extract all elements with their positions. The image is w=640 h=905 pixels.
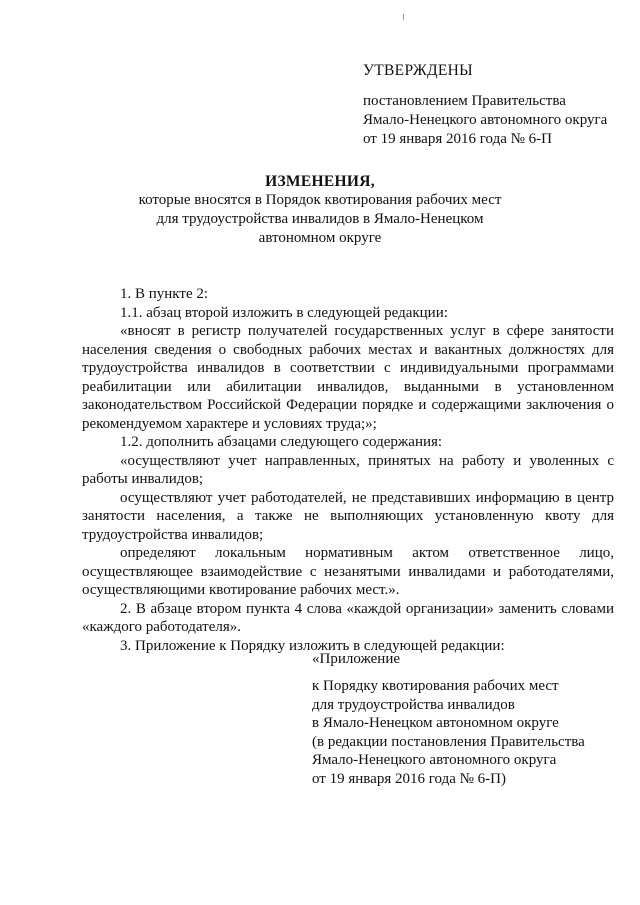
title-heading: ИЗМЕНЕНИЯ, — [265, 173, 375, 190]
quoted-paragraph-continuation: осуществляющее взаимодействие с незанятыми инвалидами и работодателями, осуществляющими квотирование рабочих мест.». — [82, 563, 614, 598]
title-line: которые вносятся в Порядок квотирования рабочих мест — [138, 192, 502, 208]
approval-decree — [363, 92, 607, 149]
appendix-line: от 19 января 2016 года № 6-П) — [312, 770, 506, 787]
document-body — [82, 285, 614, 655]
appendix-line: для трудоустройства инвалидов — [312, 696, 515, 713]
appendix-heading: «Приложение — [312, 651, 401, 667]
quoted-paragraph-first-line: определяют локальным нормативным актом ответственное лицо, — [120, 545, 614, 561]
decree-line: постановлением Правительства — [363, 93, 566, 109]
appendix-line: в Ямало-Ненецком автономном округе — [312, 715, 559, 731]
decree-line: Ямало-Ненецкого автономного округа — [363, 112, 608, 128]
paragraph-1-2: 1.2. дополнить абзацами следующего содержания: — [120, 434, 443, 450]
paragraph-1: 1. В пункте 2: — [120, 286, 209, 302]
appendix-line: (в редакции постановления Правительства — [312, 733, 585, 750]
title-line: для трудоустройства инвалидов в Ямало-Ненецком — [156, 211, 484, 227]
appendix-line: Ямало-Ненецкого автономного округа — [312, 752, 557, 768]
paragraph-2: 2. В абзаце втором пункта 4 слова «каждой организации» заменить словами «каждого работодателя». — [82, 600, 614, 635]
appendix-caption — [312, 677, 585, 788]
paragraph-1-1: 1.1. абзац второй изложить в следующей редакции: — [120, 304, 448, 321]
quoted-paragraph: «вносят в регистр получателей государственных услуг в сфере занятости населения сведения о свободных рабочих местах и вакантных должностях для трудоустройства инвалидов в соответствии с индивидуальными программами реабилитации или абилитации инвалидов, выданными в установленном законодательством Российской Федерации порядке и содержащими заключения о рекомендуемом характере и условиях труда;»; — [82, 323, 614, 432]
quoted-paragraph: «осуществляют учет направленных, принятых на работу и уволенных с работы инвалидов; — [82, 452, 614, 487]
appendix-line: к Порядку квотирования рабочих мест — [312, 678, 559, 694]
scan-mark — [403, 14, 404, 20]
quoted-paragraph: осуществляют учет работодателей, не представивших информацию в центр занятости населения, а также не выполняющих установленную квоту для трудоустройства инвалидов; — [82, 489, 614, 543]
paragraph-3: 3. Приложение к Порядку изложить в следующей редакции: — [120, 637, 505, 654]
approval-stamp: УТВЕРЖДЕНЫ — [363, 62, 473, 79]
document-title — [120, 172, 520, 248]
title-line: автономном округе — [258, 230, 382, 246]
decree-line: от 19 января 2016 года № 6-П — [363, 131, 553, 147]
